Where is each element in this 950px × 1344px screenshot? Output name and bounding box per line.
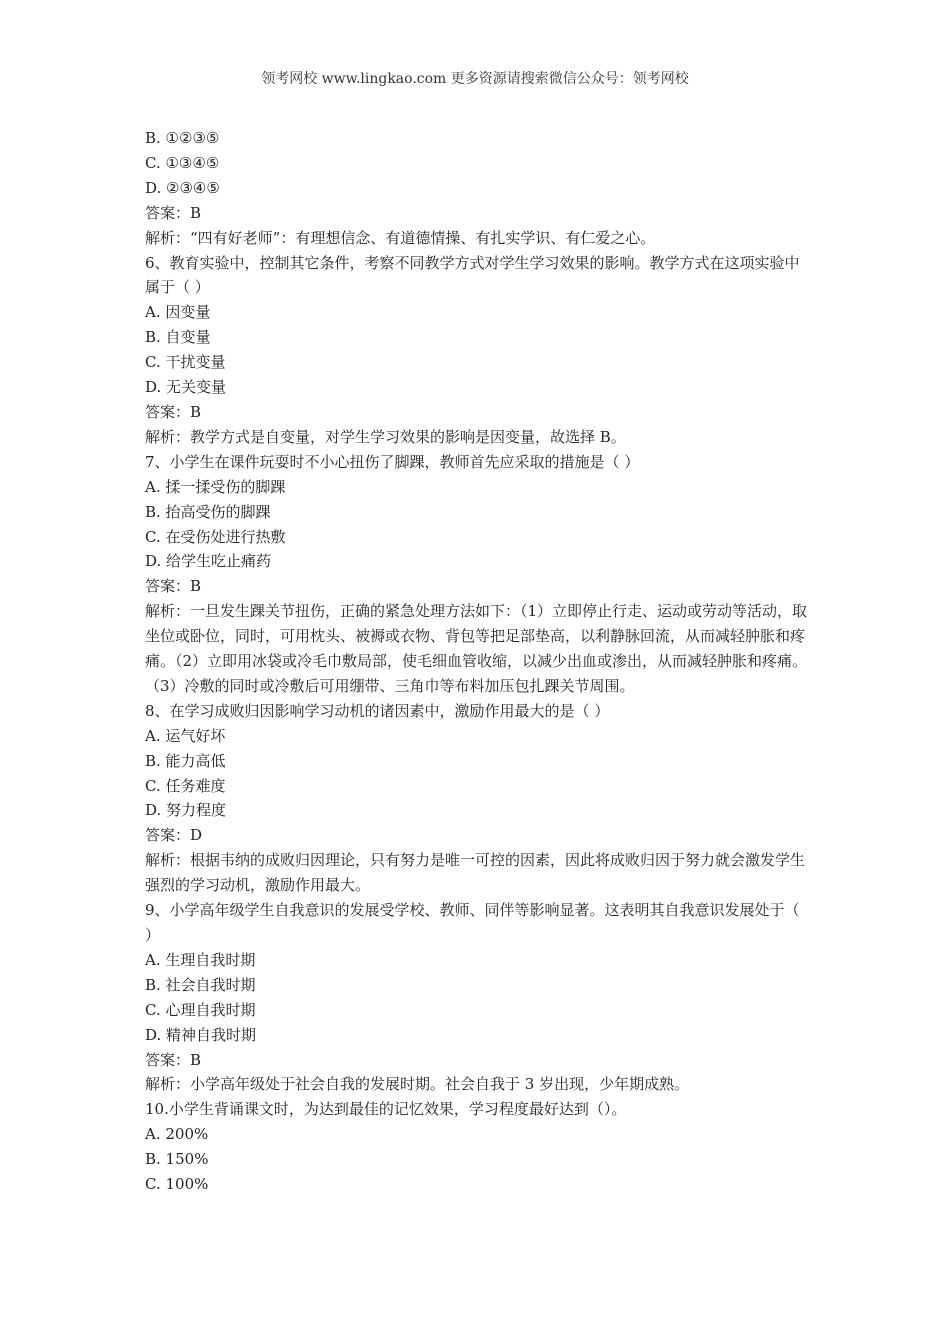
question-9: 9、小学高年级学生自我意识的发展受学校、教师、同伴等影响显著。这表明其自我意识发展处于（ ） — [145, 901, 800, 944]
option-line: D. ②③④⑤ — [145, 178, 220, 197]
question-10: 10.小学生背诵课文时，为达到最佳的记忆效果，学习程度最好达到（）。 — [145, 1100, 627, 1119]
option-line: B. 抬高受伤的脚踝 — [145, 502, 271, 521]
option-line: C. 任务难度 — [145, 776, 226, 795]
option-line: C. 100% — [145, 1175, 209, 1194]
answer-line: 答案：B — [145, 402, 202, 421]
option-line: D. 给学生吃止痛药 — [145, 552, 272, 571]
option-line: B. 社会自我时期 — [145, 975, 256, 994]
page-header: 领考网校 www.lingkao.com 更多资源请搜索微信公众号：领考网校 — [261, 71, 689, 87]
option-line: D. 精神自我时期 — [145, 1025, 257, 1044]
option-line: C. ①③④⑤ — [145, 153, 220, 172]
option-line: D. 努力程度 — [145, 801, 227, 820]
answer-line: 答案：B — [145, 203, 202, 222]
option-line: A. 200% — [145, 1125, 209, 1144]
option-line: A. 生理自我时期 — [145, 950, 256, 969]
option-line: B. 自变量 — [145, 328, 211, 347]
analysis-line: 解析：根据韦纳的成败归因理论，只有努力是唯一可控的因素，因此将成败归因于努力就会激发学生强烈的学习动机，激励作用最大。 — [145, 851, 806, 895]
analysis-line: 解析：小学高年级处于社会自我的发展时期。社会自我于 3 岁出现，少年期成熟。 — [145, 1075, 690, 1094]
analysis-line: 解析：一旦发生踝关节扭伤，正确的紧急处理方法如下：（1）立即停止行走、运动或劳动等活动，取坐位或卧位，同时，可用枕头、被褥或衣物、背包等把足部垫高，以利静脉回流，从而减轻肿胀和疼痛。（2）立即用冰袋或冷毛巾敷局部，使毛细血管收缩，以减少出血或渗出，从而减轻肿胀和疼痛。（3）冷敷的同时或冷敷后可用绷带、三角巾等布料加压包扎踝关节周围。 — [145, 602, 808, 695]
option-line: C. 干扰变量 — [145, 353, 226, 372]
option-line: A. 揉一揉受伤的脚踝 — [145, 477, 286, 496]
document-body — [145, 126, 810, 1197]
answer-line: 答案：B — [145, 1050, 202, 1069]
question-7: 7、小学生在课件玩耍时不小心扭伤了脚踝，教师首先应采取的措施是（ ） — [145, 452, 640, 471]
analysis-line: 解析：“四有好老师”：有理想信念、有道德情操、有扎实学识、有仁爱之心。 — [145, 228, 656, 247]
option-line: D. 无关变量 — [145, 378, 227, 397]
option-line: C. 心理自我时期 — [145, 1000, 256, 1019]
answer-line: 答案：D — [145, 826, 203, 845]
option-line: B. 150% — [145, 1150, 209, 1169]
option-line: B. ①②③⑤ — [145, 129, 220, 147]
option-line: B. 能力高低 — [145, 751, 226, 770]
answer-line: 答案：B — [145, 577, 202, 596]
question-6: 6、教育实验中，控制其它条件，考察不同教学方式对学生学习效果的影响。教学方式在这项实验中属于（ ） — [145, 253, 800, 297]
option-line: C. 在受伤处进行热敷 — [145, 527, 286, 546]
analysis-line: 解析：教学方式是自变量，对学生学习效果的影响是因变量，故选择 B。 — [145, 427, 626, 446]
question-8: 8、在学习成败归因影响学习动机的诸因素中，激励作用最大的是（ ） — [145, 701, 610, 720]
option-line: A. 运气好坏 — [145, 726, 226, 745]
option-line: A. 因变量 — [145, 303, 211, 322]
